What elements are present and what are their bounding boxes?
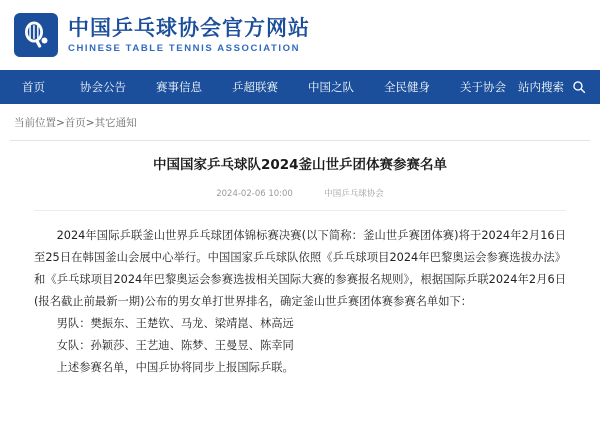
nav-item-events[interactable]: 赛事信息 bbox=[156, 80, 202, 94]
meta-divider bbox=[34, 210, 566, 211]
breadcrumb[interactable]: 当前位置>首页>其它通知 bbox=[14, 116, 137, 129]
article-body bbox=[34, 225, 566, 379]
brand-title-cn: 中国乒乓球协会官方网站 bbox=[68, 15, 310, 40]
site-search-label: 站内搜索 bbox=[518, 80, 564, 94]
brand-block bbox=[68, 16, 310, 54]
nav-item-home[interactable]: 首页 bbox=[22, 80, 45, 94]
article-roster-women: 女队：孙颖莎、王艺迪、陈梦、王曼昱、陈幸同 bbox=[56, 339, 294, 353]
article-roster-men: 男队：樊振东、王楚钦、马龙、梁靖崑、林高远 bbox=[56, 317, 294, 331]
nav-item-about[interactable]: 关于协会 bbox=[460, 80, 506, 94]
nav-item-super-league[interactable]: 乒超联赛 bbox=[232, 80, 278, 94]
main-nav bbox=[0, 70, 600, 104]
brand-title-en: CHINESE TABLE TENNIS ASSOCIATION bbox=[68, 43, 301, 55]
page-title: 中国国家乒乓球队2024釜山世乒团体赛参赛名单 bbox=[152, 157, 448, 173]
article bbox=[0, 141, 600, 379]
site-header bbox=[0, 0, 600, 70]
table-tennis-paddle-icon bbox=[14, 13, 58, 57]
nav-item-china-team[interactable]: 中国之队 bbox=[308, 80, 354, 94]
search-icon[interactable] bbox=[572, 80, 586, 94]
article-meta bbox=[34, 187, 566, 199]
site-search[interactable] bbox=[518, 70, 590, 104]
article-paragraph-closing: 上述参赛名单，中国乒协将同步上报国际乒联。 bbox=[56, 361, 294, 375]
article-date: 2024-02-06 10:00 bbox=[216, 189, 293, 200]
breadcrumb-bar bbox=[0, 104, 600, 140]
article-source: 中国乒乓球协会 bbox=[324, 189, 384, 200]
nav-item-announcements[interactable]: 协会公告 bbox=[80, 80, 126, 94]
article-paragraph: 2024年国际乒联釜山世界乒乓球团体锦标赛决赛(以下简称：釜山世乒赛团体赛)将于2024年2月16日至25日在韩国釜山会展中心举行。中国国家乒乓球队依照《乒乓球项目2024年巴黎奥运会参赛选拔办法》和《乒乓球项目2024年巴黎奥运会参赛选拔相关国际大赛的参赛报名规则》，根据国际乒联2024年2月6日(报名截止前最新一期)公布的男女单打世界排名，确定釜山世乒赛团体赛参赛名单如下： bbox=[34, 229, 566, 309]
nav-item-fitness[interactable]: 全民健身 bbox=[384, 80, 430, 94]
